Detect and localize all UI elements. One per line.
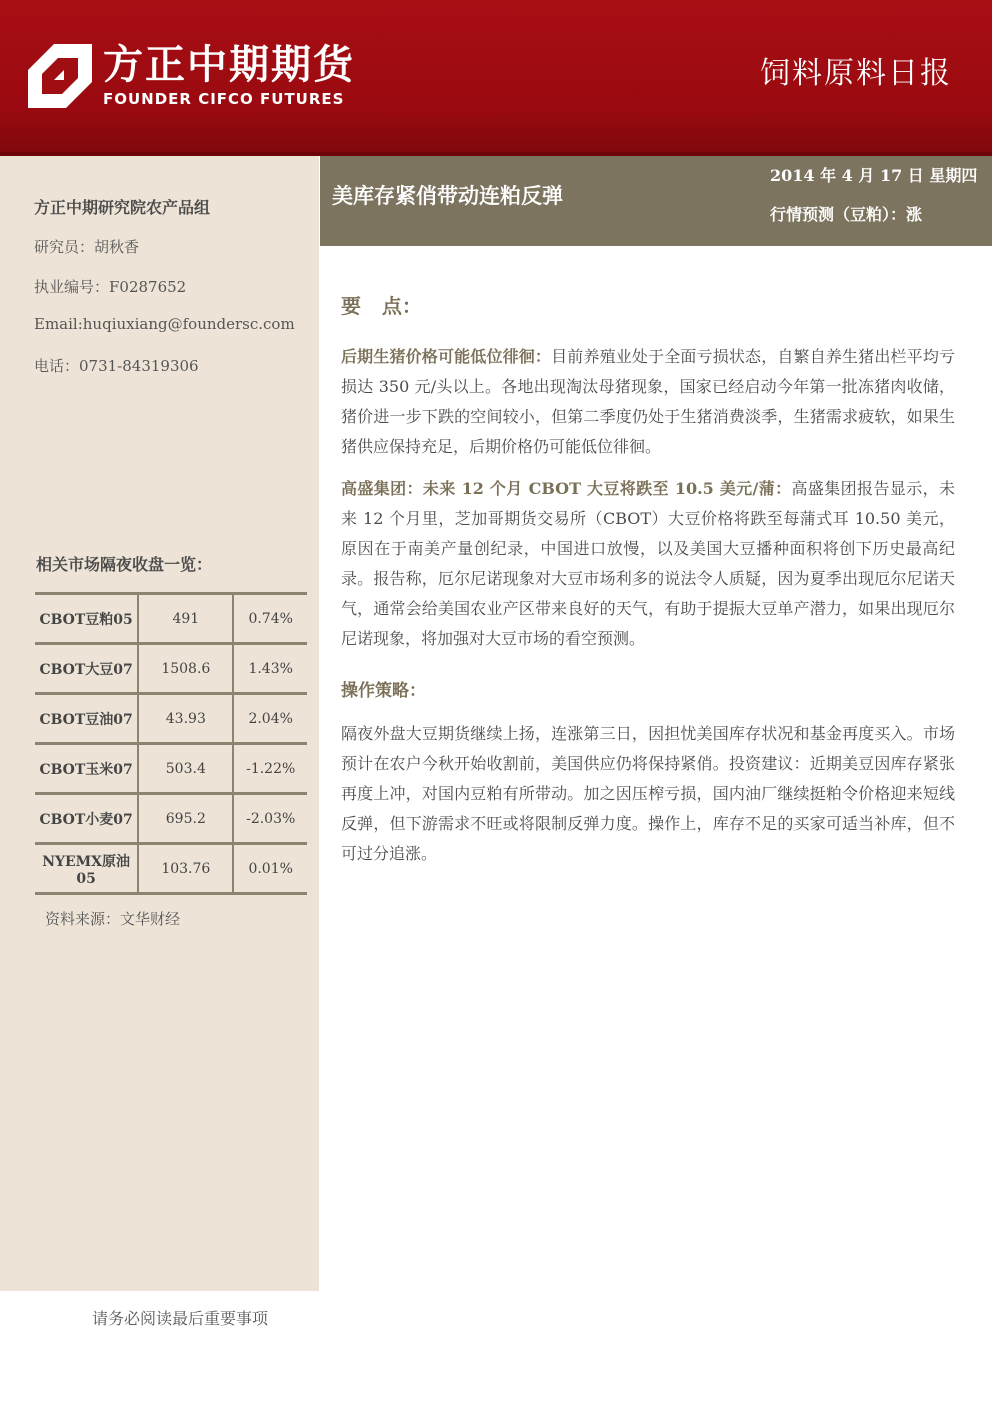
market-table bbox=[35, 592, 307, 895]
strategy-heading: 操作策略： bbox=[341, 681, 426, 701]
key-point-1-lead: 后期生猪价格可能低位徘徊： bbox=[341, 347, 552, 366]
report-date: 2014 年 4 月 17 日 星期四 bbox=[770, 166, 978, 185]
market-close: 103.76 bbox=[138, 844, 233, 894]
key-point-2 bbox=[341, 474, 955, 654]
market-change: 0.74% bbox=[233, 594, 307, 644]
table-row bbox=[35, 644, 307, 694]
market-change: 2.04% bbox=[233, 694, 307, 744]
market-close: 695.2 bbox=[138, 794, 233, 844]
market-forecast: 行情预测（豆粕）：涨 bbox=[770, 205, 923, 224]
market-name: CBOT小麦07 bbox=[35, 794, 138, 844]
company-logo-icon bbox=[28, 44, 92, 108]
company-name-cn: 方正中期期货 bbox=[103, 42, 355, 88]
disclaimer-notice: 请务必阅读最后重要事项 bbox=[92, 1309, 269, 1328]
key-point-1-text: 目前养殖业处于全面亏损状态，自繁自养生猪出栏平均亏损达 350 元/头以上。各地出现淘汰母猪现象，国家已经启动今年第一批冻猪肉收储，猪价进一步下跌的空间较小，但第二季度仍处于生猪消费淡季，生猪需求疲软，如果生猪供应保持充足，后期价格仍可能低位徘徊。 bbox=[341, 347, 955, 456]
market-change: 1.43% bbox=[233, 644, 307, 694]
strategy-text: 隔夜外盘大豆期货继续上扬，连涨第三日，因担忧美国库存状况和基金再度买入。市场预计在农户今秋开始收割前，美国供应仍将保持紧俏。投资建议：近期美豆因库存紧张再度上冲，对国内豆粕有所带动。加之因压榨亏损，国内油厂继续挺粕令价格迎来短线反弹，但下游需求不旺或将限制反弹力度。操作上，库存不足的买家可适当补库，但不可过分追涨。 bbox=[341, 724, 955, 863]
market-change: -1.22% bbox=[233, 744, 307, 794]
table-row bbox=[35, 594, 307, 644]
market-name: CBOT大豆07 bbox=[35, 644, 138, 694]
market-name: CBOT玉米07 bbox=[35, 744, 138, 794]
table-row bbox=[35, 694, 307, 744]
market-close: 491 bbox=[138, 594, 233, 644]
report-type: 饲料原料日报 bbox=[760, 56, 952, 91]
data-source: 资料来源：文华财经 bbox=[45, 910, 181, 928]
table-row bbox=[35, 844, 307, 894]
market-name: NYEMX原油05 bbox=[35, 844, 138, 894]
market-table-title: 相关市场隔夜收盘一览： bbox=[36, 555, 213, 574]
market-close: 1508.6 bbox=[138, 644, 233, 694]
market-name: CBOT豆油07 bbox=[35, 694, 138, 744]
table-row bbox=[35, 744, 307, 794]
researcher-name: 研究员：胡秋香 bbox=[34, 238, 140, 256]
market-change: -2.03% bbox=[233, 794, 307, 844]
market-close: 503.4 bbox=[138, 744, 233, 794]
market-close: 43.93 bbox=[138, 694, 233, 744]
research-team: 方正中期研究院农产品组 bbox=[34, 198, 211, 217]
license-number: 执业编号：F0287652 bbox=[34, 278, 187, 296]
market-name: CBOT豆粕05 bbox=[35, 594, 138, 644]
market-change: 0.01% bbox=[233, 844, 307, 894]
table-row bbox=[35, 794, 307, 844]
company-name-en: FOUNDER CIFCO FUTURES bbox=[103, 90, 345, 108]
phone-number: 电话：0731-84319306 bbox=[34, 357, 199, 375]
key-point-2-lead: 高盛集团：未来 12 个月 CBOT 大豆将跌至 10.5 美元/蒲： bbox=[341, 479, 792, 498]
key-point-2-text: 高盛集团报告显示，未来 12 个月里，芝加哥期货交易所（CBOT）大豆价格将跌至每蒲式耳 10.50 美元，原因在于南美产量创纪录，中国进口放慢，以及美国大豆播种面积将创下历史最高纪录。报告称，厄尔尼诺现象对大豆市场利多的说法令人质疑，因为夏季出现厄尔尼诺天气，通常会给美国农业产区带来良好的天气，有助于提振大豆单产潜力，如果出现厄尔尼诺现象，将加强对大豆市场的看空预测。 bbox=[341, 479, 955, 648]
key-point-1 bbox=[341, 342, 955, 462]
key-points-heading: 要 点： bbox=[341, 294, 422, 318]
report-title: 美库存紧俏带动连粕反弹 bbox=[332, 184, 563, 208]
email-address[interactable]: Email:huqiuxiang@foundersc.com bbox=[34, 315, 295, 333]
